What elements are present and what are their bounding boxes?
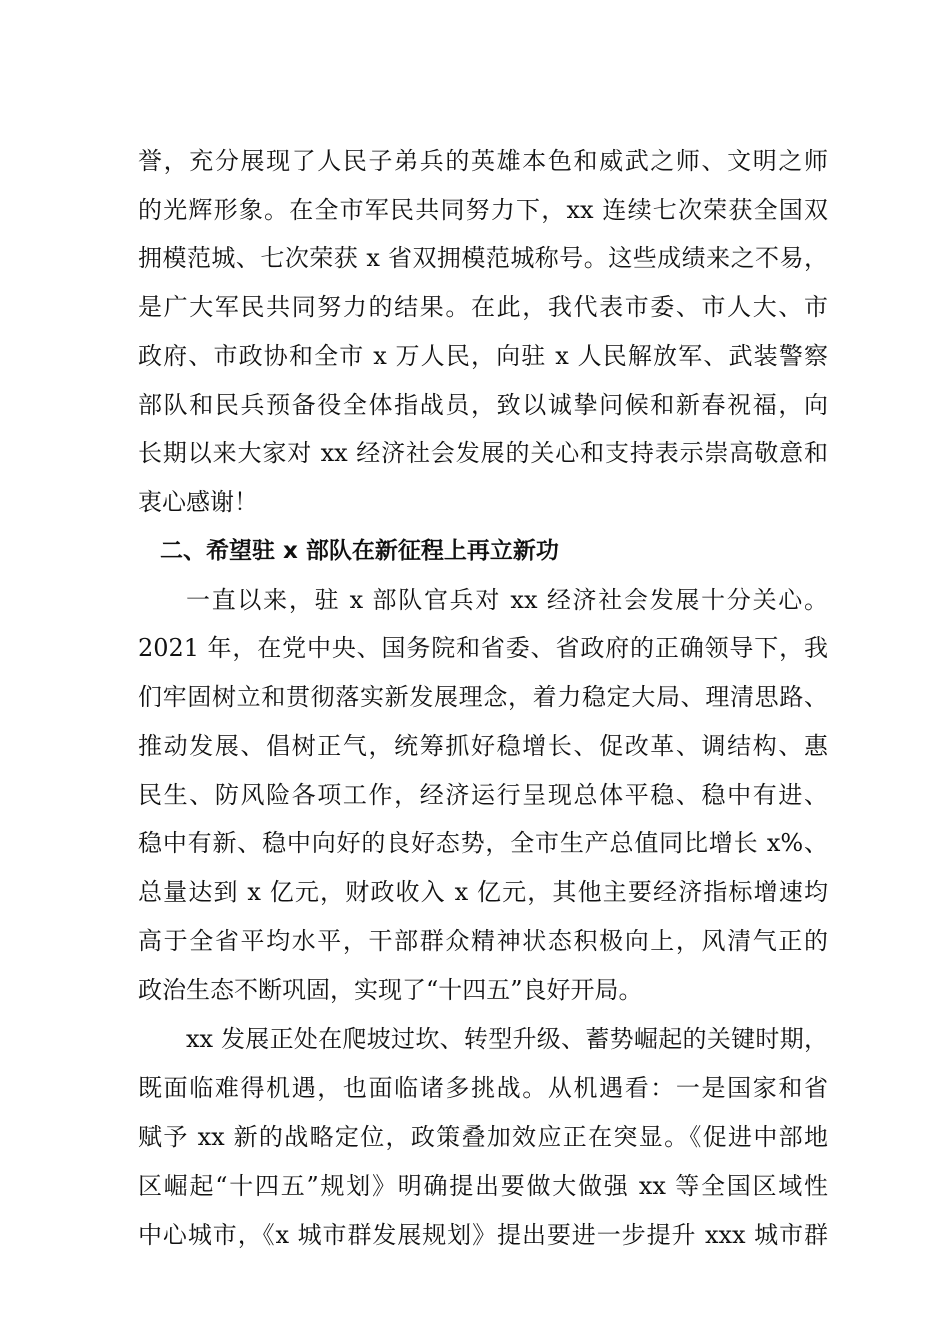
paragraph-line: 政治生态不断巩固，实现了“十四五”良好开局。: [138, 976, 643, 1004]
paragraph-line: 区崛起“十四五”规划》明确提出要做大做强 xx 等全国区域性: [138, 1172, 828, 1200]
paragraph-line: 高于全省平均水平，干部群众精神状态积极向上，风清气正的: [138, 927, 828, 955]
paragraph-line: 长期以来大家对 xx 经济社会发展的关心和支持表示崇高敬意和: [138, 439, 828, 467]
paragraph-line: 中心城市，《x 城市群发展规划》提出要进一步提升 xxx 城市群: [138, 1221, 828, 1249]
paragraph-line: 推动发展、倡树正气，统筹抓好稳增长、促改革、调结构、惠: [138, 732, 828, 760]
paragraph-line: 稳中有新、稳中向好的良好态势，全市生产总值同比增长 x%、: [138, 829, 828, 857]
paragraph-line: 拥模范城、七次荣获 x 省双拥模范城称号。这些成绩来之不易，: [138, 244, 828, 272]
paragraph-line: xx 发展正处在爬坡过坎、转型升级、蓄势崛起的关键时期，: [186, 1025, 828, 1053]
paragraph-line: 们牢固树立和贯彻落实新发展理念，着力稳定大局、理清思路、: [138, 683, 828, 711]
paragraph-line: 既面临难得机遇，也面临诸多挑战。从机遇看：一是国家和省: [138, 1074, 828, 1102]
paragraph-line: 衷心感谢！: [138, 488, 258, 516]
paragraph-line: 一直以来，驻 x 部队官兵对 xx 经济社会发展十分关心。: [186, 586, 828, 614]
paragraph-line: 赋予 xx 新的战略定位，政策叠加效应正在突显。《促进中部地: [138, 1123, 828, 1151]
paragraph-line: 部队和民兵预备役全体指战员，致以诚挚问候和新春祝福，向: [138, 391, 828, 419]
paragraph-line: 2021 年，在党中央、国务院和省委、省政府的正确领导下，我: [138, 634, 828, 662]
paragraph-line: 是广大军民共同努力的结果。在此，我代表市委、市人大、市: [138, 293, 828, 321]
paragraph-line: 的光辉形象。在全市军民共同努力下，xx 连续七次荣获全国双: [138, 196, 828, 224]
paragraph-line: 总量达到 x 亿元，财政收入 x 亿元，其他主要经济指标增速均: [138, 878, 828, 906]
paragraph-line: 民生、防风险各项工作，经济运行呈现总体平稳、稳中有进、: [138, 781, 828, 809]
paragraph-line: 誉，充分展现了人民子弟兵的英雄本色和威武之师、文明之师: [138, 147, 828, 175]
paragraph-line: 政府、市政协和全市 x 万人民，向驻 x 人民解放军、武装警察: [138, 342, 828, 370]
section-heading: 二、希望驻 x 部队在新征程上再立新功: [160, 538, 559, 564]
